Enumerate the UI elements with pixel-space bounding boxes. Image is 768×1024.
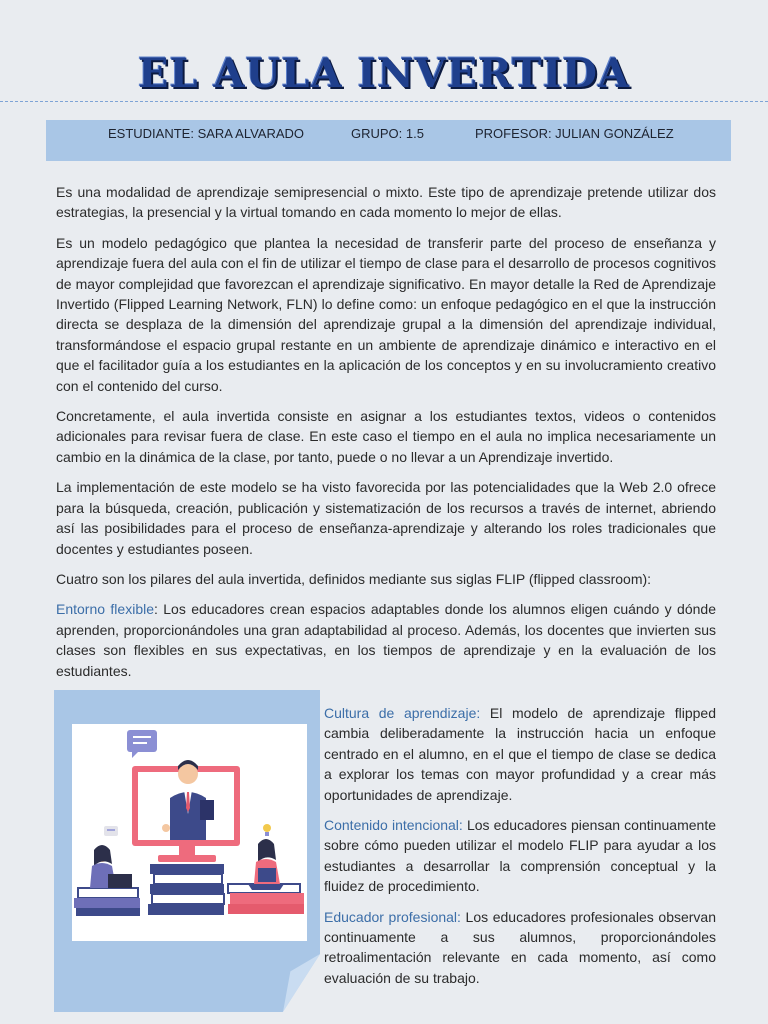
paragraph-2: Es un modelo pedagógico que plantea la necesidad de transferir parte del proceso de enseñanza y aprendizaje fuera del aula con el fin de utilizar el tiempo de clase para el desarrollo de procesos cognitivos de mayor complejidad que favorezcan el aprendizaje significativo. En mayor detalle la Red de Aprendizaje Invertido (Flipped Learning Network, FLN) lo define como: un enfoque pedagógico en el que la instrucción directa se desplaza de la dimensión del aprendizaje grupal a la dimensión del aprendizaje individual, transformándose el espacio grupal restante en un ambiente de aprendizaje dinámico e interactivo en el que el facilitador guía a los estudiantes en la aplicación de los conceptos y en su involucramiento creativo con el contenido del curso.	[56, 234, 716, 394]
pillar-text: El modelo de aprendizaje flipped cambia deliberadamente la instrucción hacia un enfoque centrado en el alumno, en el que el tiempo de clase se dedica a explorar los temas con mayor profundidad y a crear más oportunidades de aprendizaje.	[324, 705, 716, 803]
student-label: ESTUDIANTE: SARA ALVARADO	[108, 126, 305, 141]
pillar-term: Cultura de aprendizaje:	[324, 705, 481, 721]
books-stack-left	[74, 888, 140, 916]
pillar-culture	[324, 703, 716, 805]
paragraph-1: Es una modalidad de aprendizaje semipresencial o mixto. Este tipo de aprendizaje pretende utilizar dos estrategias, la presencial y la virtual tomando en cada momento lo mejor de ellas.	[56, 184, 716, 221]
classroom-illustration	[72, 724, 307, 941]
pillar-term: Entorno flexible	[56, 601, 154, 618]
pillar-flexible	[56, 599, 716, 681]
pillar-content	[324, 815, 716, 897]
paragraph-4: La implementación de este modelo se ha visto favorecida por las potencialidades que la Web 2.0 ofrece para la búsqueda, creación, publicación y sistematización de los recursos a través de internet, abriendo así las posibilidades para el proceso de enseñanza-aprendizaje y alterando los roles tradicionales que docentes y estudiantes poseen.	[56, 479, 716, 557]
pillars-side-column	[324, 703, 716, 998]
main-content	[56, 182, 716, 691]
group-label: GRUPO: 1.5	[351, 126, 424, 141]
paragraph-5: Cuatro son los pilares del aula invertida, definidos mediante sus siglas FLIP (flipped classroom):	[56, 570, 652, 587]
info-bar	[46, 120, 731, 161]
paragraph-3: Concretamente, el aula invertida consiste en asignar a los estudiantes textos, videos o contenidos adicionales para revisar fuera de clase. En este caso el tiempo en el aula no implica necesariamente un cambio en la dinámica de la clase, por tanto, puede o no llevar a un Aprendizaje invertido.	[56, 408, 716, 465]
pillar-text: Los educadores profesionales observan continuamente a sus alumnos, proporcionándoles retroalimentación relevante en cada momento, así como evaluación de su trabajo.	[324, 908, 717, 986]
pillar-text: : Los educadores crean espacios adaptables donde los alumnos eligen cuándo y dónde aprenden, proporcionándoles una gran adaptabilidad al proceso. Además, los docentes que invierten sus clases son flexibles en sus expectativas, en los tiempos de aprendizaje y en la evaluación de los estudiantes.	[56, 601, 716, 679]
pillar-term: Educador profesional:	[324, 908, 461, 925]
pillar-text: Los educadores piensan continuamente sobre cómo pueden utilizar el modelo FLIP para ayudar a los estudiantes a desarrollar la comprensión conceptual y la fluidez de procedimiento.	[324, 817, 717, 895]
dashed-divider	[0, 101, 768, 102]
professor-label: PROFESOR: JULIAN GONZÁLEZ	[475, 126, 674, 141]
chat-bubble-small-icon	[104, 826, 118, 836]
pillar-term: Contenido intencional:	[324, 817, 463, 834]
books-stack-center	[148, 864, 224, 915]
pillar-educator	[324, 907, 716, 989]
page-title: EL AULA INVERTIDA	[137, 50, 631, 97]
